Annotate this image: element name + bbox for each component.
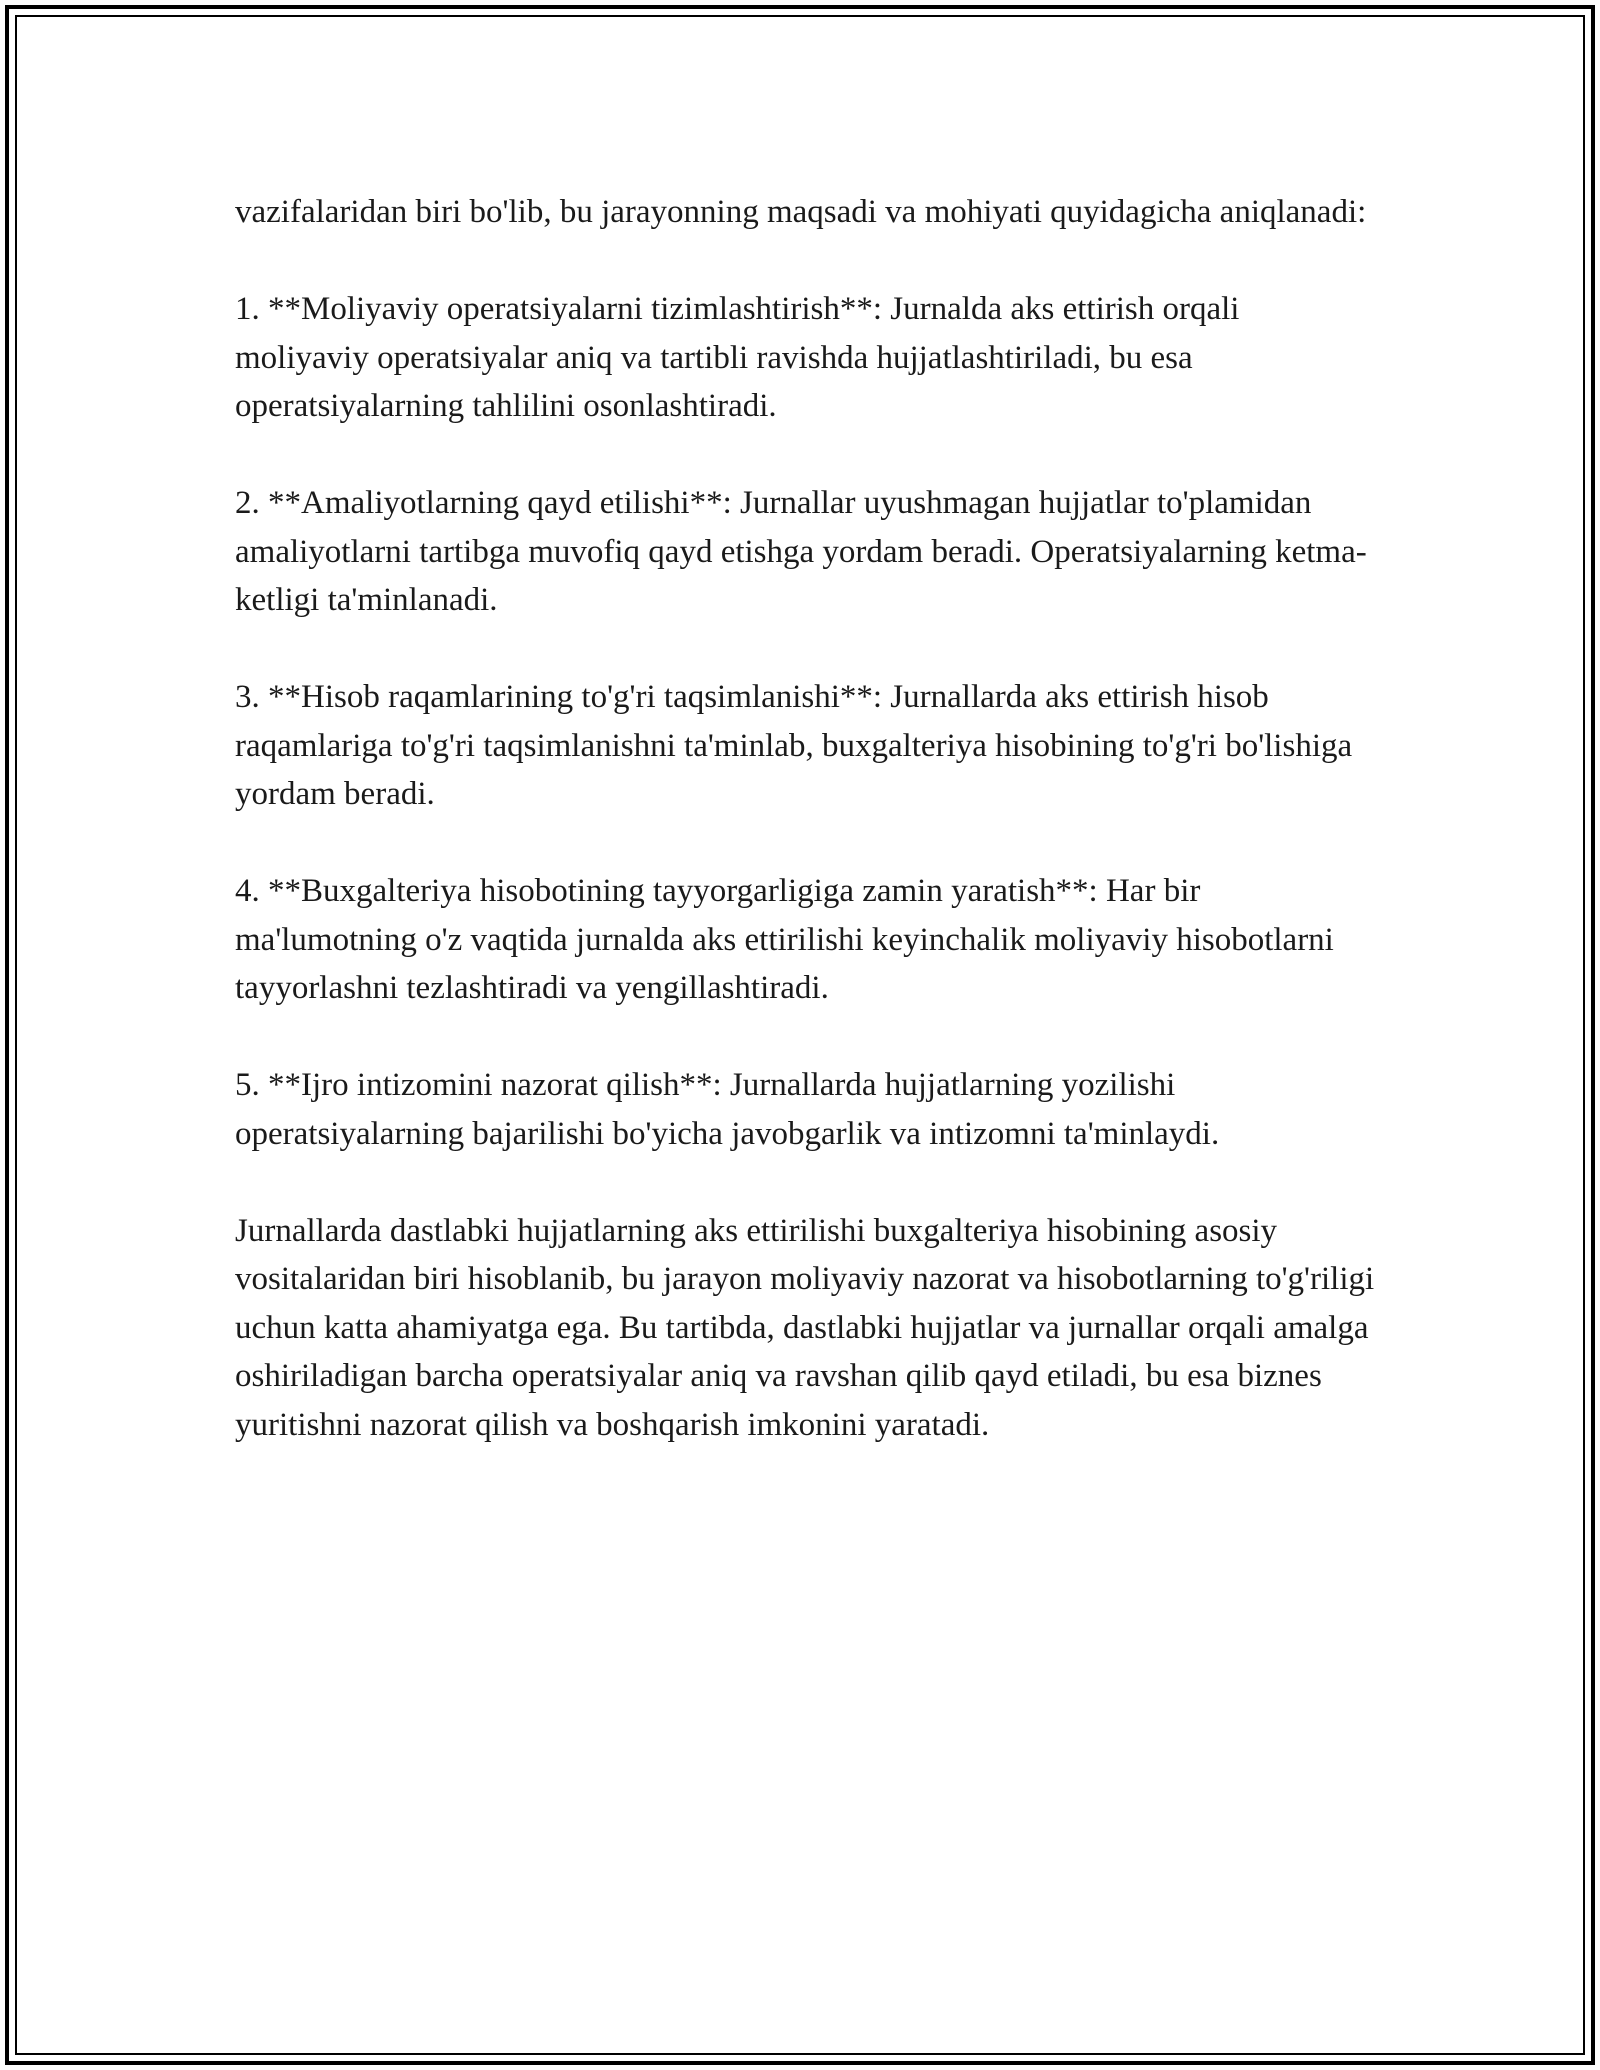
conclusion-paragraph: Jurnallarda dastlabki hujjatlarning aks ettirilishi buxgalteriya hisobining asosiy vositalaridan biri hisoblanib, bu jarayon moliyaviy nazorat va hisobotlarning to'g'riligi uchun katta ahamiyatga ega. Bu tartibda, dastlabki hujjatlar va jurnallar orqali amalga oshiriladigan barcha operatsiyalar aniq va ravshan qilib qayd etiladi, bu esa biznes yuritishni nazorat qilish va boshqarish imkonini yaratadi. (235, 1212, 1375, 1443)
list-item-1: 1. **Moliyaviy operatsiyalarni tizimlashtirish**: Jurnalda aks ettirish orqali moliyaviy operatsiyalar aniq va tartibli ravishda hujjatlashtiriladi, bu esa operatsiyalarning tahlilini osonlashtiradi. (235, 291, 1240, 424)
list-item-2: 2. **Amaliyotlarning qayd etilishi**: Jurnallar uyushmagan hujjatlar to'plamidan amaliyotlarni tartibga muvofiq qayd etishga yordam beradi. Operatsiyalarning ketma-ketligi ta'minlanadi. (235, 485, 1367, 618)
intro-paragraph: vazifalaridan biri bo'lib, bu jarayonning maqsadi va mohiyati quyidagicha aniqlanadi: (235, 194, 1367, 230)
list-item-4: 4. **Buxgalteriya hisobotining tayyorgarligiga zamin yaratish**: Har bir ma'lumotning o'z vaqtida jurnalda aks ettirilishi keyinchalik moliyaviy hisobotlarni tayyorlashni tezlashtiradi va yengillashtiradi. (235, 873, 1334, 1006)
list-item-5: 5. **Ijro intizomini nazorat qilish**: Jurnallarda hujjatlarning yozilishi operatsiyalarning bajarilishi bo'yicha javobgarlik va intizomni ta'minlaydi. (235, 1067, 1220, 1152)
document-body (235, 188, 1375, 1449)
list-item-3: 3. **Hisob raqamlarining to'g'ri taqsimlanishi**: Jurnallarda aks ettirish hisob raqamlariga to'g'ri taqsimlanishni ta'minlab, buxgalteriya hisobining to'g'ri bo'lishiga yordam beradi. (235, 679, 1353, 812)
